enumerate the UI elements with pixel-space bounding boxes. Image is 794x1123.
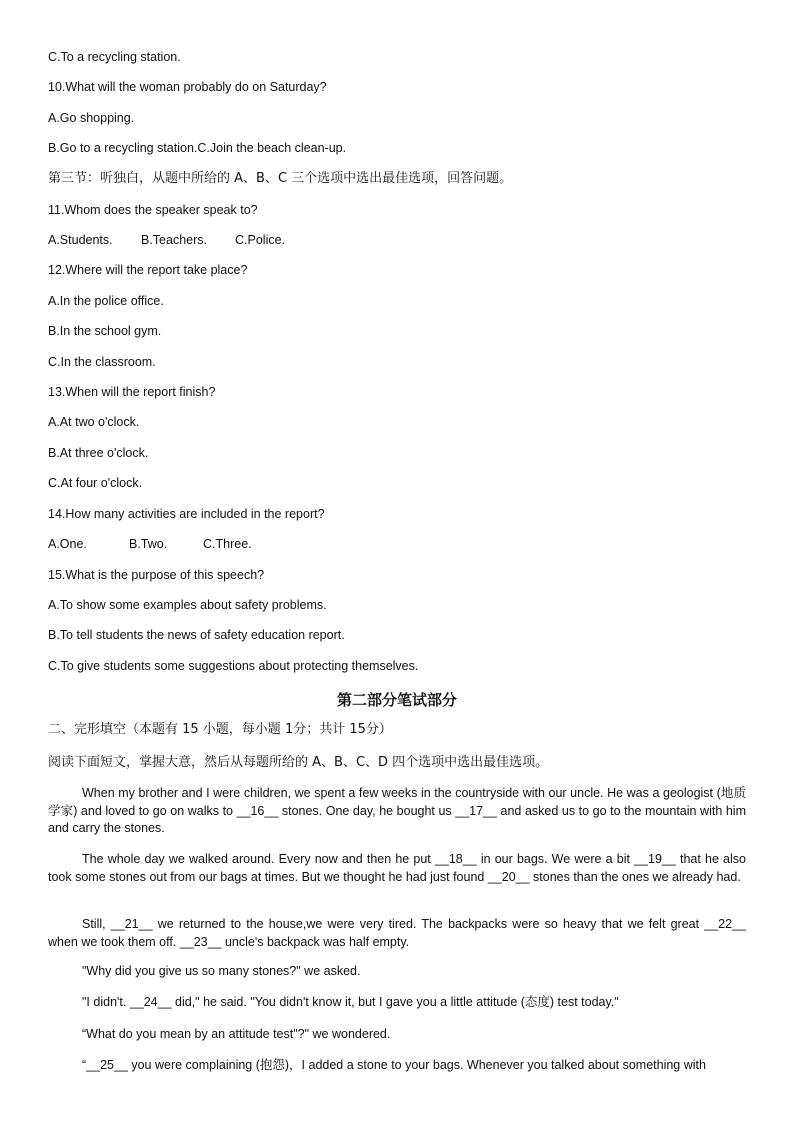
question-options-row [48,232,285,248]
question-15: 15.What is the purpose of this speech? [48,568,265,582]
section-instruction: 阅读下面短文，掌握大意，然后从每题所给的 A、B、C、D 四个选项中选出最佳选项。 [48,755,549,770]
question-option: B.At three o'clock. [48,446,149,460]
passage-paragraph: “__25__ you were complaining (抱怨)，I added a stone to your bags. Whenever you talked about something with [82,1058,706,1072]
passage-paragraph: Still, __21__ we returned to the house,we were very tired. The backpacks were so heavy that we felt great __22__ when we took them off. __23__ uncle's backpack was half empty. [48,917,746,949]
question-option: B.To tell students the news of safety education report. [48,628,345,642]
question-option: A.To show some examples about safety problems. [48,598,327,612]
question-13: 13.When will the report finish? [48,385,216,399]
question-options-row [48,536,252,552]
question-option: B.Teachers. [141,233,208,247]
passage-paragraph: "Why did you give us so many stones?" we asked. [82,964,361,978]
passage-paragraph: The whole day we walked around. Every now and then he put __18__ in our bags. We were a bit __19__ that he also took some stones out from our bags at times. But we thought he had just found __20__ stones than the ones we already had. [48,852,746,884]
question-option: C.Police. [235,233,286,247]
passage-paragraph: “What do you mean by an attitude test"?" we wondered. [82,1027,391,1041]
question-14: 14.How many activities are included in the report? [48,507,325,521]
question-option: B.In the school gym. [48,324,162,338]
section-heading: 二、完形填空（本题有 15 小题，每小题 1分；共计 15分） [48,722,392,737]
question-option: C.In the classroom. [48,355,156,369]
question-option: B.Go to a recycling station.C.Join the beach clean-up. [48,141,347,155]
section-title: 第二部分笔试部分 [336,691,457,709]
question-option: A.One. [48,537,87,551]
question-option: A.Go shopping. [48,111,135,125]
question-option: A.In the police office. [48,294,164,308]
question-11: 11.Whom does the speaker speak to? [48,203,258,217]
question-10: 10.What will the woman probably do on Saturday? [48,80,327,94]
question-option: A.At two o'clock. [48,415,140,429]
question-option: C.At four o'clock. [48,476,143,490]
question-option: C.To give students some suggestions about protecting themselves. [48,659,419,673]
question-option: C.To a recycling station. [48,50,181,64]
passage-paragraph: When my brother and I were children, we spent a few weeks in the countryside with our uncle. He was a geologist (地质学家) and loved to go on walks to __16__ stones. One day, he bought us __17__ and asked us to go to the mountain with him and carry the stones. [48,786,746,835]
question-option: A.Students. [48,233,113,247]
passage-paragraph: "I didn't. __24__ did," he said. "You didn't know it, but I gave you a little attitude (态度) test today." [82,995,619,1009]
question-option: B.Two. [129,537,168,551]
section-instruction: 第三节：听独白，从题中所给的 A、B、C 三个选项中选出最佳选项，回答问题。 [48,171,513,186]
question-option: C.Three. [203,537,252,551]
question-12: 12.Where will the report take place? [48,263,248,277]
